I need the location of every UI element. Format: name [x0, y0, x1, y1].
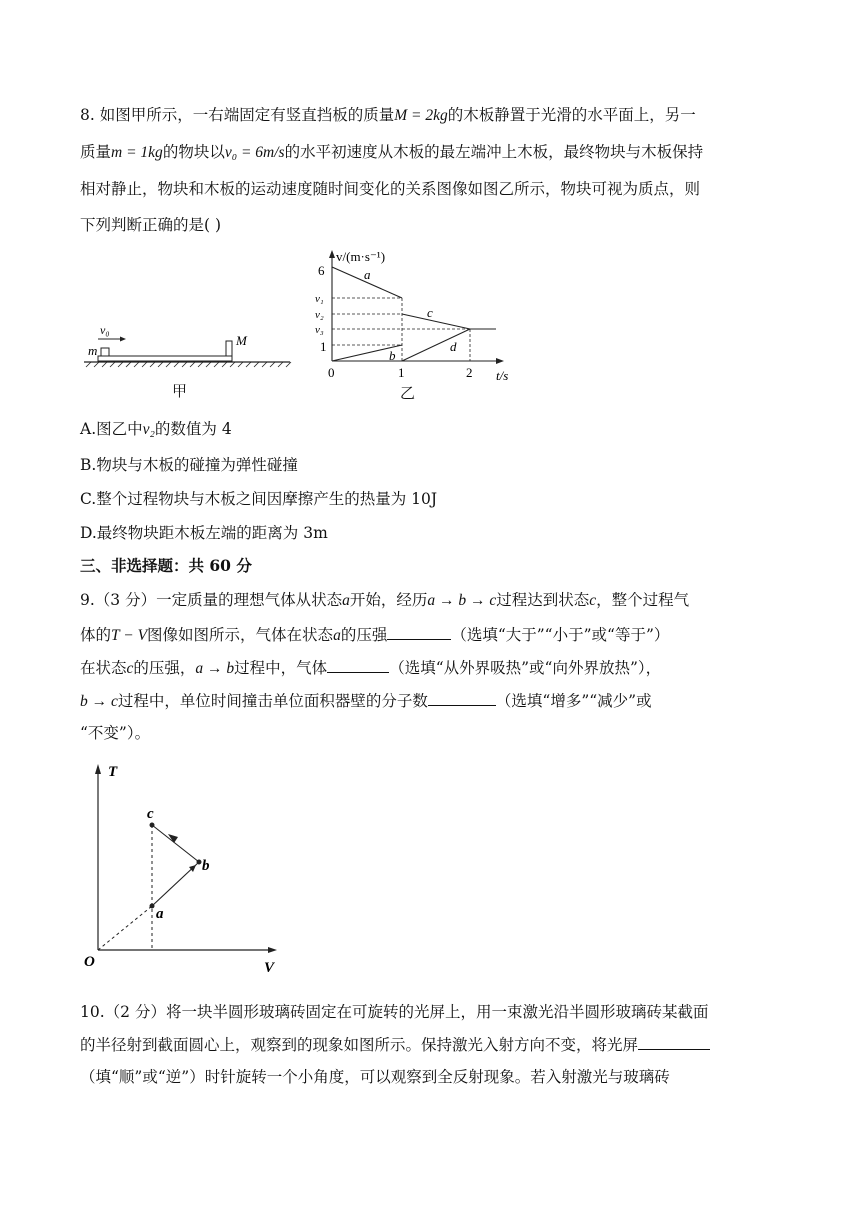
v-axis-label: v/(m·s⁻¹)	[336, 249, 386, 264]
option-a-text: 的数值为 4	[154, 420, 232, 438]
ytick-1: 1	[320, 339, 327, 354]
q8-text: 的木板静置于光滑的水平面上，另一	[447, 106, 696, 124]
answer-blank-2[interactable]	[327, 658, 389, 673]
figure-jia-caption: 甲	[172, 382, 188, 400]
q10-line-2	[80, 1034, 710, 1056]
ytick-6: 6	[318, 263, 325, 278]
q9-text: （选填“大于”“小于”或“等于”）	[451, 626, 670, 644]
xtick-0: 0	[328, 365, 335, 380]
ytick-v2: v₂	[315, 309, 324, 321]
q10-text: 的半径射到截面圆心上，观察到的现象如图所示。保持激光入射方向不变，将光屏	[80, 1036, 639, 1054]
M-label: M	[236, 333, 247, 348]
q9-line-3	[80, 657, 661, 680]
q9-math: a	[333, 627, 341, 644]
q8-math-M: M = 2kg	[394, 107, 448, 124]
option-a-text: A.图乙中	[80, 420, 143, 438]
q8-text: 的水平初速度从木板的最左端冲上木板，最终物块与木板保持	[284, 143, 704, 161]
q8-math-m: m = 1kg	[111, 144, 163, 161]
figure-yi-caption: 乙	[400, 384, 416, 402]
block-m	[101, 348, 109, 356]
figure-jia	[80, 320, 300, 410]
q9-text: （选填“增多”“减少”或	[495, 692, 652, 710]
state-c-point	[150, 823, 155, 828]
q8-line-3: 相对静止，物块和木板的运动速度随时间变化的关系图像如图乙所示，物块可视为质点，则	[80, 180, 701, 198]
q9-text: ，整个过程气	[596, 591, 690, 609]
figure-yi	[300, 248, 530, 388]
q8-line-1	[80, 104, 696, 127]
q9-math: a → b	[195, 660, 235, 677]
q9-text: 过程中，单位时间撞击单位面积器壁的分子数	[117, 692, 428, 710]
state-c-label: c	[147, 806, 154, 822]
q9-text: （选填“从外界吸热”或“向外界放热”），	[389, 659, 662, 677]
xtick-1: 1	[398, 365, 405, 380]
q9-line-2	[80, 624, 669, 647]
q9-line-1	[80, 589, 689, 612]
label-b: b	[389, 348, 396, 363]
q9-text: 图像如图所示，气体在状态	[147, 626, 334, 644]
q9-math: a	[342, 592, 350, 609]
figure-tv	[80, 760, 290, 980]
q9-text: 过程中，气体	[234, 659, 328, 677]
q9-math: T − V	[111, 627, 148, 644]
answer-blank-1[interactable]	[387, 625, 451, 640]
line-d	[402, 329, 470, 361]
q9-text: 开始，经历	[349, 591, 428, 609]
q8-math-v0: v₀ = 6m/s	[224, 144, 285, 161]
origin-label: O	[84, 954, 95, 970]
option-a[interactable]	[80, 418, 232, 441]
line-c	[402, 314, 470, 329]
q9-math: c	[589, 592, 597, 609]
state-a-label: a	[156, 906, 164, 922]
q9-line-4	[80, 690, 652, 713]
ytick-v1: v₁	[315, 293, 324, 305]
xtick-2: 2	[466, 365, 473, 380]
q9-text: 9.（3 分）一定质量的理想气体从状态	[80, 591, 343, 609]
section-heading: 三、非选择题：共 60 分	[80, 556, 252, 575]
q10-line-3: （填“顺”或“逆”）时针旋转一个小角度，可以观察到全反射现象。若入射激光与玻璃砖	[80, 1068, 670, 1086]
answer-blank-4[interactable]	[638, 1035, 710, 1050]
q8-line-4: 下列判断正确的是( )	[80, 216, 222, 234]
state-b-point	[197, 860, 202, 865]
option-b[interactable]: B.物块与木板的碰撞为弹性碰撞	[80, 456, 298, 474]
label-c: c	[427, 305, 433, 320]
q8-line-2	[80, 141, 703, 164]
q9-math: b → c	[80, 693, 118, 710]
q9-math: c	[126, 660, 134, 677]
option-c[interactable]: C.整个过程物块与木板之间因摩擦产生的热量为 10J	[80, 490, 438, 508]
label-a: a	[364, 267, 371, 282]
q9-text: 的压强	[340, 626, 388, 644]
q9-text: 的压强，	[133, 659, 196, 677]
t-axis-label: t/s	[496, 368, 509, 383]
state-a-point	[150, 904, 155, 909]
option-a-math: v₂	[142, 421, 155, 438]
label-d: d	[450, 339, 457, 354]
ytick-v3: v₃	[315, 324, 324, 336]
q8-text: 的物块以	[162, 143, 225, 161]
q9-text: 体的	[80, 626, 112, 644]
m-label: m	[88, 343, 98, 358]
state-b-label: b	[202, 858, 210, 874]
V-axis-label: V	[264, 960, 275, 976]
q8-text: 8. 如图甲所示，一右端固定有竖直挡板的质量	[80, 106, 395, 124]
answer-blank-3[interactable]	[428, 691, 496, 706]
q10-line-1: 10.（2 分）将一块半圆形玻璃砖固定在可旋转的光屏上，用一束激光沿半圆形玻璃砖某截面	[80, 1003, 709, 1021]
q9-math: a → b → c	[427, 592, 497, 609]
option-d[interactable]: D.最终物块距木板左端的距离为 3m	[80, 524, 328, 542]
q8-text: 质量	[80, 143, 112, 161]
q9-text: 过程达到状态	[496, 591, 590, 609]
q9-text: 在状态	[80, 659, 127, 677]
T-axis-label: T	[108, 764, 118, 780]
v0-label: v₀	[100, 323, 110, 337]
q9-line-5: “不变”）。	[80, 724, 151, 742]
